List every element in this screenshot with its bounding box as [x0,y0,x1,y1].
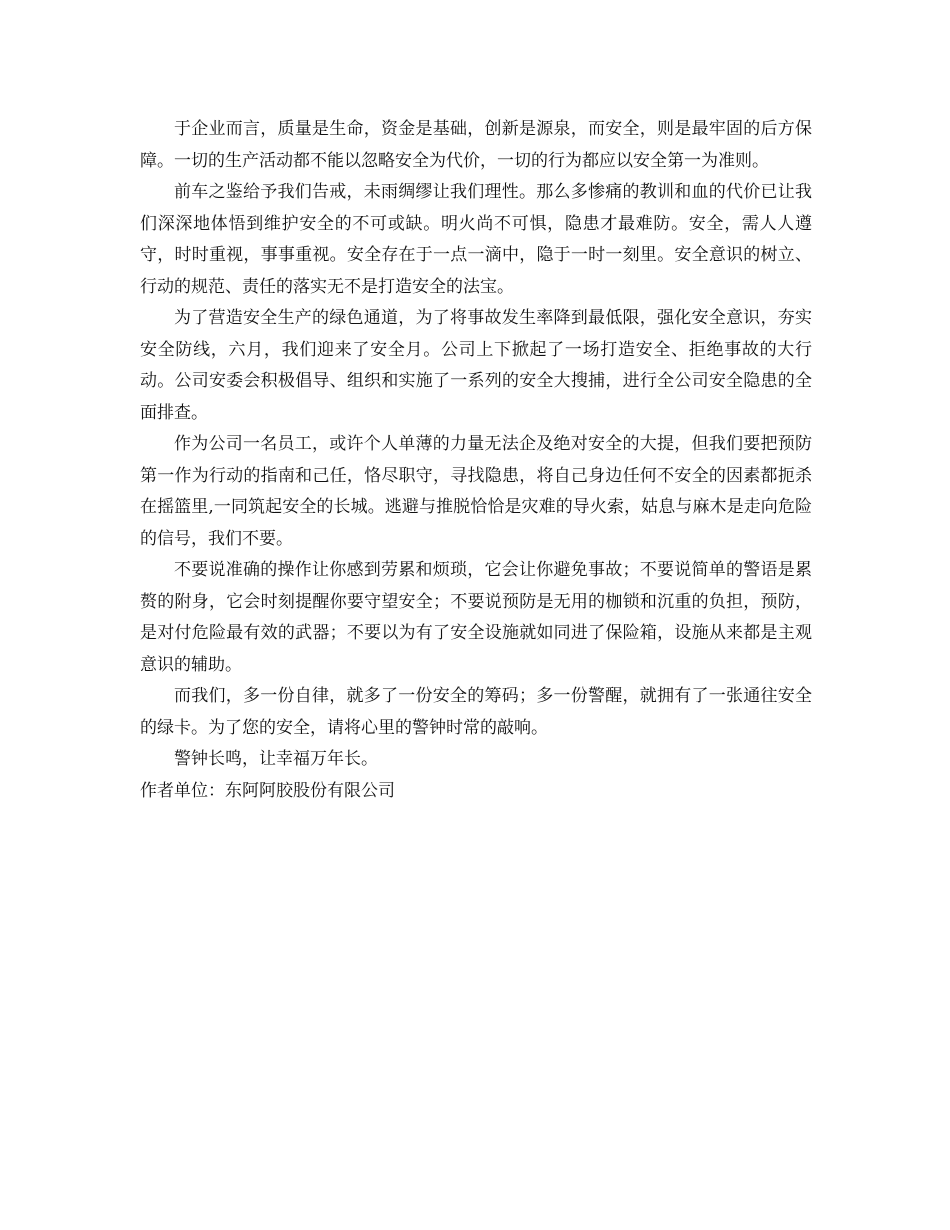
paragraph-2: 前车之鉴给予我们告戒，未雨绸缪让我们理性。那么多惨痛的教训和血的代价已让我们深深地体悟到维护安全的不可或缺。明火尚不可惧，隐患才最难防。安全，需人人遵守，时时重视，事事重视。安全存在于一点一滴中，隐于一时一刻里。安全意识的树立、行动的规范、责任的落实无不是打造安全的法宝。 [140,182,812,297]
paragraph-6: 而我们，多一份自律，就多了一份安全的筹码；多一份警醒，就拥有了一张通往安全的绿卡。为了您的安全，请将心里的警钟时常的敲响。 [140,686,812,738]
paragraph-7: 警钟长鸣，让幸福万年长。 [174,749,378,769]
author-affiliation: 作者单位：东阿阿胶股份有限公司 [140,780,395,801]
paragraph-4: 作为公司一名员工，或许个人单薄的力量无法企及绝对安全的大提，但我们要把预防第一作为行动的指南和己任，恪尽职守，寻找隐患，将自己身边任何不安全的因素都扼杀在摇篮里,一同筑起安全的长城。逃避与推脱恰恰是灾难的导火索，姑息与麻木是走向危险的信号，我们不要。 [140,434,812,549]
paragraph-1: 于企业而言，质量是生命，资金是基础，创新是源泉，而安全，则是最牢固的后方保障。一切的生产活动都不能以忽略安全为代价，一切的行为都应以安全第一为准则。 [140,119,812,171]
document-body [140,114,812,807]
paragraph-5: 不要说准确的操作让你感到劳累和烦琐，它会让你避免事故；不要说简单的警语是累赘的附身，它会时刻提醒你要守望安全；不要说预防是无用的枷锁和沉重的负担，预防，是对付危险最有效的武器；不要以为有了安全设施就如同进了保险箱，设施从来都是主观意识的辅助。 [140,560,812,675]
paragraph-3: 为了营造安全生产的绿色通道，为了将事故发生率降到最低限，强化安全意识，夯实安全防线，六月，我们迎来了安全月。公司上下掀起了一场打造安全、拒绝事故的大行动。公司安委会积极倡导、组织和实施了一系列的安全大搜捕，进行全公司安全隐患的全面排查。 [140,308,812,423]
